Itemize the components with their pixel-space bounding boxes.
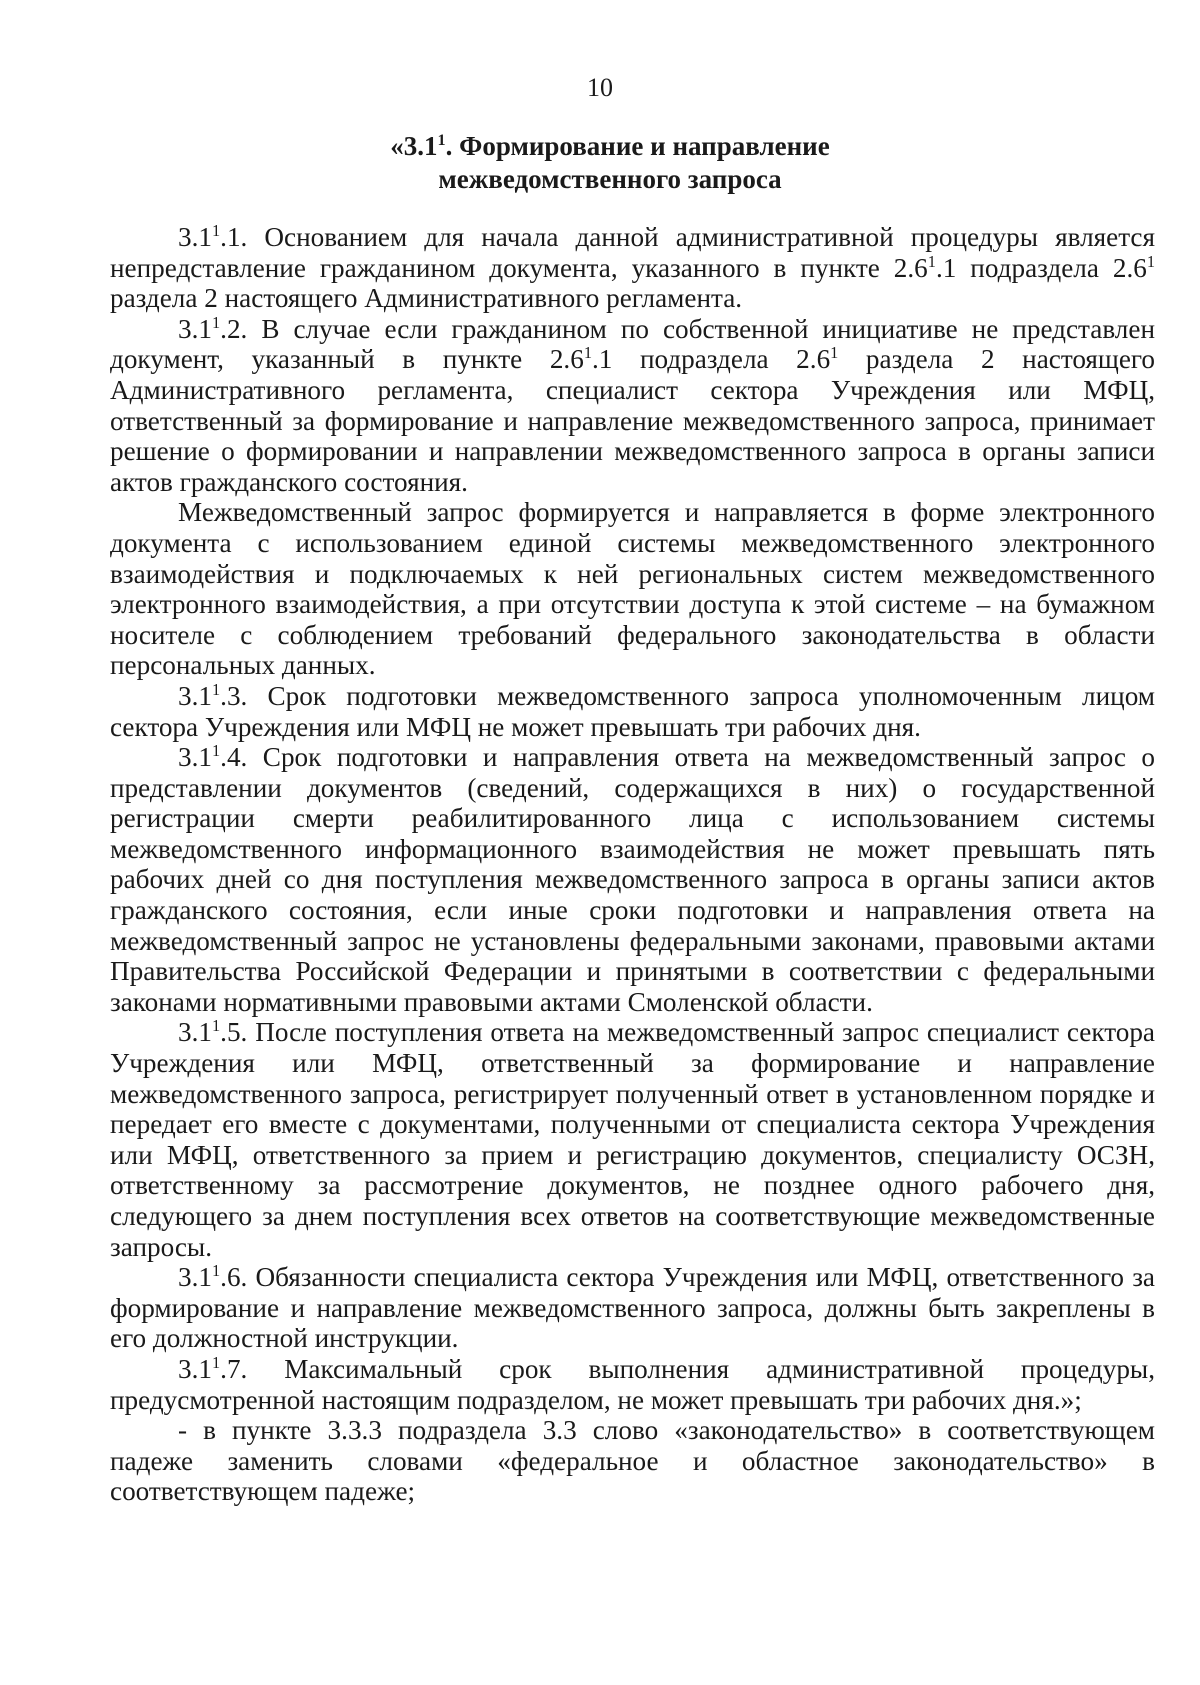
clause-number: 3.1 — [178, 313, 212, 344]
paragraph-interagency-request-form: Межведомственный запрос формируется и направляется в форме электронного документа с использованием единой системы межведомственного электронного взаимодействия и подключаемых к ней региональных систем межведомственного электронного взаимодействия, а при отсутствии доступа к этой системе – на бумажном носителе с соблюдением требований федерального законодательства в области персональных данных. — [110, 497, 1155, 681]
paragraph-text: Срок подготовки межведомственного запроса уполномоченным лицом сектора Учреждения или МФЦ не может превышать три рабочих дня. — [110, 680, 1155, 742]
superscript: 1 — [211, 220, 221, 240]
paragraph-3-1-1-3 — [110, 681, 1155, 742]
paragraph-3-1-1-1 — [110, 222, 1155, 314]
paragraph-text: В случае если гражданином по собственной инициативе не представлен документ, указанный в пункте 2.6 — [110, 313, 1155, 375]
section-heading — [110, 130, 1110, 196]
paragraph-3-1-1-5 — [110, 1017, 1155, 1262]
paragraph-text: раздела 2 настоящего Административного регламента. — [110, 283, 743, 314]
superscript: 1 — [927, 251, 936, 271]
clause-number-suffix: .4. — [220, 742, 248, 773]
paragraph-3-1-1-4 — [110, 742, 1155, 1017]
paragraph-text: Максимальный срок выполнения административной процедуры, предусмотренной настоящим подразделом, не может превышать три рабочих дня.»; — [110, 1353, 1155, 1415]
clause-number: 3.1 — [178, 680, 212, 711]
paragraph-text: .1 подраздела 2.6 — [591, 344, 831, 375]
page-number: 10 — [587, 73, 613, 102]
paragraph-text: раздела 2 настоящего Административного регламента, специалист сектора Учреждения или МФЦ, ответственный за формирование и направление межведомственного запроса, принимает решение о формировании и направлении межведомственного запроса в органы записи актов гражданского состояния. — [110, 344, 1155, 497]
superscript: 1 — [830, 343, 839, 363]
clause-number: 3.1 — [178, 1262, 212, 1293]
clause-number: 3.1 — [178, 222, 212, 252]
superscript: 1 — [211, 1016, 221, 1036]
paragraph-3-1-1-7 — [110, 1354, 1155, 1415]
heading-number: «3.1 — [390, 131, 438, 161]
superscript: 1 — [211, 679, 221, 699]
superscript: 1 — [583, 343, 592, 363]
clause-number-suffix: .6. — [220, 1262, 248, 1293]
heading-title-line1: . Формирование и направление — [445, 131, 830, 161]
paragraph-text: После поступления ответа на межведомственный запрос специалист сектора Учреждения или МФЦ, ответственный за формирование и направление межведомственного запроса, регистрирует полученный ответ в установленном порядке и передает его вместе с документами, полученными от специалиста сектора Учреждения или МФЦ, ответственного за прием и регистрацию документов, специалисту ОСЗН, ответственному за рассмотрение документов, не позднее одного рабочего дня, следующего за днем поступления всех ответов на соответствующие межведомственные запросы. — [110, 1017, 1155, 1262]
superscript: 1 — [211, 1261, 221, 1281]
clause-number-suffix: .1. — [220, 222, 248, 252]
paragraph-text: Основанием для начала данной административной процедуры является непредставление гражданином документа, указанного в пункте 2.6 — [110, 222, 1155, 283]
heading-superscript: 1 — [437, 131, 446, 149]
superscript: 1 — [211, 1352, 221, 1372]
clause-number: 3.1 — [178, 742, 212, 773]
superscript: 1 — [211, 741, 221, 761]
paragraph-text: .1 подраздела 2.6 — [935, 252, 1147, 283]
document-body — [110, 222, 1155, 1507]
heading-title-line2: межведомственного запроса — [438, 164, 782, 194]
clause-number-suffix: .5. — [220, 1017, 248, 1048]
clause-number: 3.1 — [178, 1353, 212, 1384]
paragraph-text: Обязанности специалиста сектора Учреждения или МФЦ, ответственного за формирование и направление межведомственного запроса, должны быть закреплены в его должностной инструкции. — [110, 1262, 1155, 1354]
superscript: 1 — [211, 312, 221, 332]
paragraph-text: Срок подготовки и направления ответа на межведомственный запрос о представлении документов (сведений, содержащихся в них) о государственной регистрации смерти реабилитированного лица с использованием системы межведомственного информационного взаимодействия не может превышать пять рабочих дней со дня поступления межведомственного запроса в органы записи актов гражданского состояния, если иные сроки подготовки и направления ответа на межведомственный запрос не установлены федеральными законами, правовыми актами Правительства Российской Федерации и принятыми в соответствии с федеральными законами нормативными правовыми актами Смоленской области. — [110, 742, 1155, 1017]
superscript: 1 — [1146, 251, 1156, 271]
paragraph-amendment-3-3-3: - в пункте 3.3.3 подраздела 3.3 слово «законодательство» в соответствующем падеже заменить словами «федеральное и областное законодательство» в соответствующем падеже; — [110, 1415, 1155, 1507]
paragraph-3-1-1-2 — [110, 314, 1155, 498]
paragraph-3-1-1-6 — [110, 1262, 1155, 1354]
clause-number-suffix: .2. — [220, 313, 248, 344]
clause-number: 3.1 — [178, 1017, 212, 1048]
clause-number-suffix: .3. — [220, 680, 248, 711]
clause-number-suffix: .7. — [220, 1353, 248, 1384]
